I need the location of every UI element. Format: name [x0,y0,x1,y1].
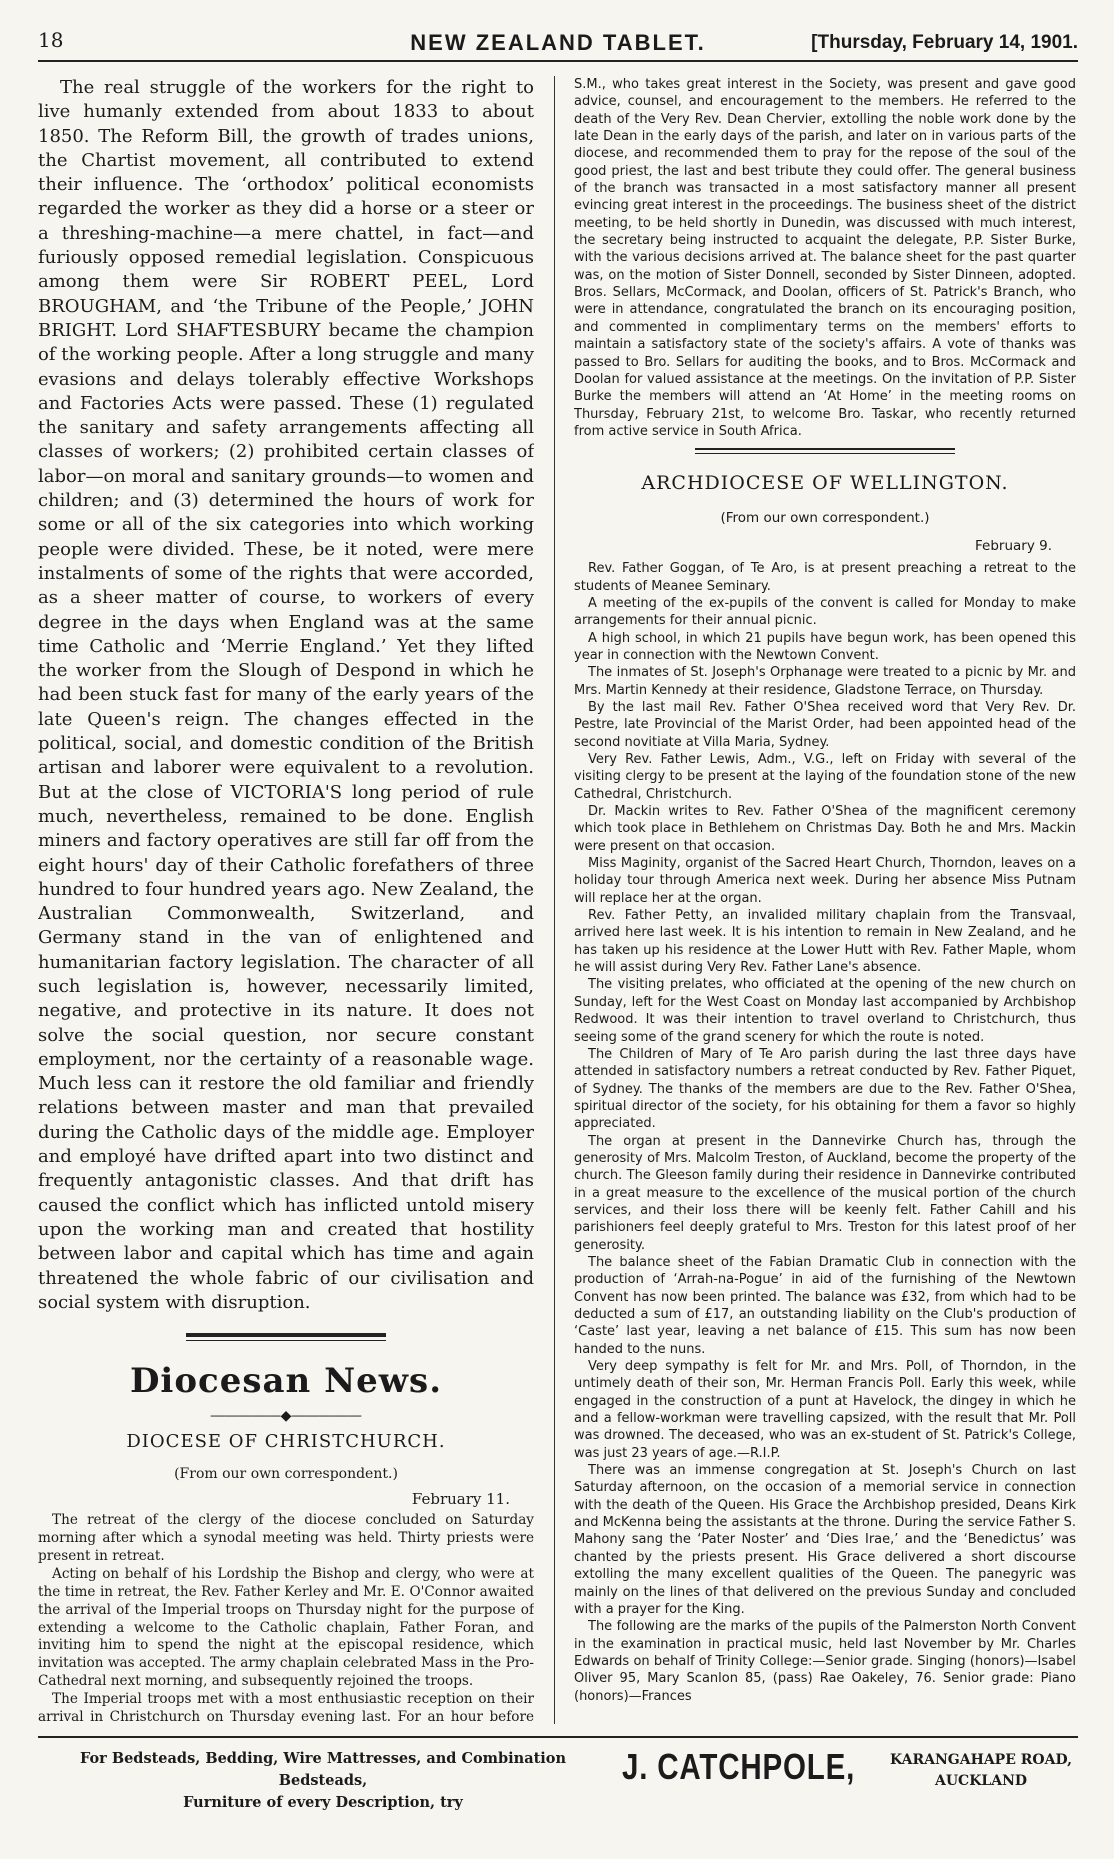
news-paragraph: Very Rev. Father Lewis, Adm., V.G., left on Friday with several of the visiting clergy to be present at the laying of the foundation stone of the new Cathedral, Christchurch. [574,752,1076,802]
editorial-paragraph: The real struggle of the workers for the right to live humanly extended from about 1833 to about 1850. The Reform Bill, the growth of trades unions, the Chartist movement, all contributed to extend their influence. The ‘orthodox’ political economists regarded the worker as they did a horse or a steer or a threshing-machine—a mere chattel, in fact—and furiously opposed remedial legislation. Conspicuous among them were Sir ROBERT PEEL, Lord BROUGHAM, and ‘the Tribune of the People,’ JOHN BRIGHT. Lord SHAFTESBURY became the champion of the working people. After a long struggle and many evasions and delays tolerably effective Workshops and Factories Acts were passed. These (1) regulated the sanitary and safety arrangements affecting all classes of workers; (2) prohibited certain classes of labor—on moral and sanitary grounds—to women and children; and (3) determined the hours of work for some or all of the six categories into which working people were divided. These, be it noted, were mere instalments of some of the rights that were accorded, as a sheer matter of course, to workers of every degree in the days when England was at the same time Catholic and ‘Merrie England.’ Yet they lifted the worker from the Slough of Despond in which he had been stuck fast for many of the early years of the late Queen's reign. The changes effected in the political, social, and domestic condition of the British artisan and laborer were equivalent to a revolution. But at the close of VICTORIA'S long period of rule much, nevertheless, remained to be done. English miners and factory operatives are still far off from the eight hours' day of their Catholic forefathers of three hundred to four hundred years ago. New Zealand, the Australian Commonwealth, Switzerland, and Germany stand in the van of enlightened and humanitarian factory legislation. The character of all such legislation is, however, necessarily limited, negative, and protective in its nature. It does not solve the social question, nor secure constant employment, nor the certainty of a reasonable wage. Much less can it restore the old familiar and friendly relations between master and man that prevailed during the Catholic days of the middle age. Employer and employé have drifted apart into two distinct and frequently antagonistic classes. And that drift has caused the conflict which has inflicted untold misery upon the working man and created that hostility between labor and capital which has time and again threatened the whole fabric of our civilisation and social system with disruption. [38,77,534,1313]
news-paragraph: The visiting prelates, who officiated at the opening of the new church on Sunday, left for the West Coast on Monday last accompanied by Archbishop Redwood. It was their intention to travel overland to Christchurch, thus seeing some of the grand scenery for which the route is noted. [574,977,1076,1045]
news-paragraph: Dr. Mackin writes to Rev. Father O'Shea of the magnificent ceremony which took place in Bethlehem on Christmas Day. Both he and Mrs. Mackin were present on that occasion. [574,804,1076,854]
section-divider-thin [695,453,955,454]
dateline: February 11. [411,1490,510,1509]
issue-date: [Thursday, February 14, 1901. [811,32,1078,53]
left-column [38,76,534,1724]
address-line: AUCKLAND [934,1773,1028,1789]
news-paragraph: Rev. Father Petty, an invalided military chaplain from the Transvaal, arrived here last week. It is his intention to remain in New Zealand, and he has taken up his residence at the Lower Hutt with Rev. Father Maple, whom he will assist during Very Rev. Father Lane's absence. [574,908,1076,976]
ad-line: Furniture of every Description, try [183,1794,463,1811]
wellington-news [574,560,1076,1705]
ornament-divider: ―――――◆――――― [210,1408,362,1425]
advertiser-address [886,1750,1076,1792]
header-rule [38,60,1078,62]
archdiocese-heading: ARCHDIOCESE OF WELLINGTON. [641,472,1009,495]
news-paragraph: Miss Maginity, organist of the Sacred Heart Church, Thorndon, leaves on a holiday tour through America next week. During her absence Miss Putnam will replace her at the organ. [574,856,1076,906]
news-paragraph: Rev. Father Goggan, of Te Aro, is at present preaching a retreat to the students of Meanee Seminary. [574,561,1076,594]
right-column [574,76,1076,1724]
advertisement-footer [38,1736,1078,1836]
news-paragraph: The inmates of St. Joseph's Orphanage were treated to a picnic by Mr. and Mrs. Martin Kennedy at their residence, Gladstone Terrace, on Thursday. [574,665,1076,698]
news-paragraph: The following are the marks of the pupils of the Palmerston North Convent in the examination in practical music, held last November by Mr. Charles Edwards on behalf of Trinity College:—Senior grade. Singing (honors)—Isabel Oliver 95, Mary Scanlon 85, (pass) Rae Oakeley, 76. Senior grade: Piano (honors)—Frances [574,1619,1076,1704]
news-paragraph: The balance sheet of the Fabian Dramatic Club in connection with the production of ‘Arrah-na-Pogue’ in aid of the furnishing of the Newtown Convent has now been printed. The balance was £32, from which had to be deducted a sum of £17, an outstanding liability on the Club's production of ‘Caste’ last year, leaving a net balance of £15. This sum has now been handed to the nuns. [574,1254,1076,1357]
footer-rule [38,1736,1078,1738]
dateline: February 9. [975,538,1052,555]
news-paragraph: The Imperial troops met with a most enthusiastic reception on their arrival in Christchurch on Thursday evening last. For an hour before [38,1691,534,1724]
news-paragraph: Very deep sympathy is felt for Mr. and Mrs. Poll, of Thorndon, in the untimely death of their son, Mr. Herman Francis Poll. Early this week, while engaged in the construction of a punt at Havelock, the dingey in which he and a fellow-workman were travelling capsized, with the result that Mr. Poll was drowned. The deceased, who was an ex-student of St. Patrick's College, was just 23 years of age.—R.I.P. [574,1359,1076,1461]
correspondent-note: (From our own correspondent.) [720,510,930,527]
news-paragraph: A high school, in which 21 pupils have begun work, has been opened this year in connection with the Newtown Convent. [574,630,1076,663]
news-paragraph: Acting on behalf of his Lordship the Bishop and clergy, who were at the time in retreat, the Rev. Father Kerley and Mr. E. O'Connor awaited the arrival of the Imperial troops on Thursday night for the purpose of extending a welcome to the Catholic chaplain, Father Foran, and inviting him to spend the night at the episcopal residence, which invitation was accepted. The army chaplain celebrated Mass in the Pro-Cathedral next morning, and subsequently rejoined the troops. [38,1565,534,1690]
page-number: 18 [38,28,64,52]
diocese-heading: DIOCESE OF CHRISTCHURCH. [126,1431,446,1453]
ad-text [38,1748,608,1814]
ad-line: For Bedsteads, Bedding, Wire Mattresses, and Combination Bedsteads, [79,1750,567,1789]
news-paragraph: A meeting of the ex-pupils of the convent is called for Monday to make arrangements for their annual picnic. [574,595,1076,629]
editorial-article [38,76,534,1315]
section-divider-thin [186,1340,386,1341]
page-header [38,22,1078,62]
masthead-title: NEW ZEALAND TABLET. [410,30,706,55]
advertiser-name: J. CATCHPOLE, [622,1746,856,1787]
column-rule [554,76,555,1724]
section-title: Diocesan News. [129,1361,443,1402]
society-report [574,76,1076,440]
section-divider [186,1333,386,1337]
news-paragraph: By the last mail Rev. Father O'Shea received word that Very Rev. Dr. Pestre, late Provincial of the Marist Order, had been appointed head of the second novitiate at Villa Maria, Sydney. [574,699,1076,750]
correspondent-note: (From our own correspondent.) [174,1466,398,1483]
news-paragraph: The Children of Mary of Te Aro parish during the last three days have attended in satisfactory numbers a retreat conducted by Rev. Father Piquet, of Sydney. The thanks of the members are due to the Rev. Father O'Shea, spiritual director of the society, for his obtaining for them a favor so highly appreciated. [574,1046,1076,1132]
news-paragraph: S.M., who takes great interest in the Society, was present and gave good advice, counsel, and encouragement to the members. He referred to the death of the Very Rev. Dean Chervier, extolling the noble work done by the late Dean in the early days of the parish, and later on in various parts of the diocese, and recommended them to pray for the repose of the soul of the good priest, the last and best tribute they could offer. The general business of the branch was transacted in a most satisfactory manner all present evincing great interest in the proceedings. The business sheet of the district meeting, to be held shortly in Dunedin, was discussed with much interest, the secretary being instructed to acquaint the delegate, P.P. Sister Burke, with the various decisions arrived at. The balance sheet for the past quarter was, on the motion of Sister Donnell, seconded by Sister Dinneen, adopted. Bros. Sellars, McCormack, and Doolan, officers of St. Patrick's Branch, who were in attendance, congratulated the branch on its encouraging position, and commented in complimentary terms on the members' efforts to maintain a satisfactory state of the society's affairs. A vote of thanks was passed to Bro. Sellars for auditing the books, and to Bros. McCormack and Doolan for valued assistance at the meetings. On the invitation of P.P. Sister Burke the members will attend an ‘At Home’ in the meeting rooms on Thursday, February 21st, to welcome Bro. Taskar, who recently returned from active service in South Africa. [574,77,1076,439]
news-paragraph: The organ at present in the Dannevirke Church has, through the generosity of Mrs. Malcolm Treston, of Auckland, become the property of the church. The Gleeson family during their residence in Dannevirke contributed in a great measure to the excellence of the musical portion of the church services, and their loss there will be keenly felt. Father Cahill and his parishioners feel deeply grateful to Mrs. Treston for this latest proof of her generosity. [574,1133,1076,1253]
address-line: KARANGAHAPE ROAD, [890,1752,1072,1768]
section-divider [695,448,955,450]
christchurch-news [38,1512,534,1724]
news-paragraph: There was an immense congregation at St. Joseph's Church on last Saturday afternoon, on the occasion of a memorial service in connection with the death of the Queen. His Grace the Archbishop presided, Deans Kirk and McKenna being the assistants at the throne. During the service Father S. Mahony sang the ‘Pater Noster’ and ‘Dies Irae,’ and the ‘Benedictus’ was chanted by the priests present. His Grace delivered a short discourse extolling the many excellent qualities of the Queen. The panegyric was mainly on the lines of that delivered on the previous Sunday and concluded with a prayer for the King. [574,1463,1076,1617]
news-paragraph: The retreat of the clergy of the diocese concluded on Saturday morning after which a synodal meeting was held. Thirty priests were present in retreat. [38,1512,534,1564]
